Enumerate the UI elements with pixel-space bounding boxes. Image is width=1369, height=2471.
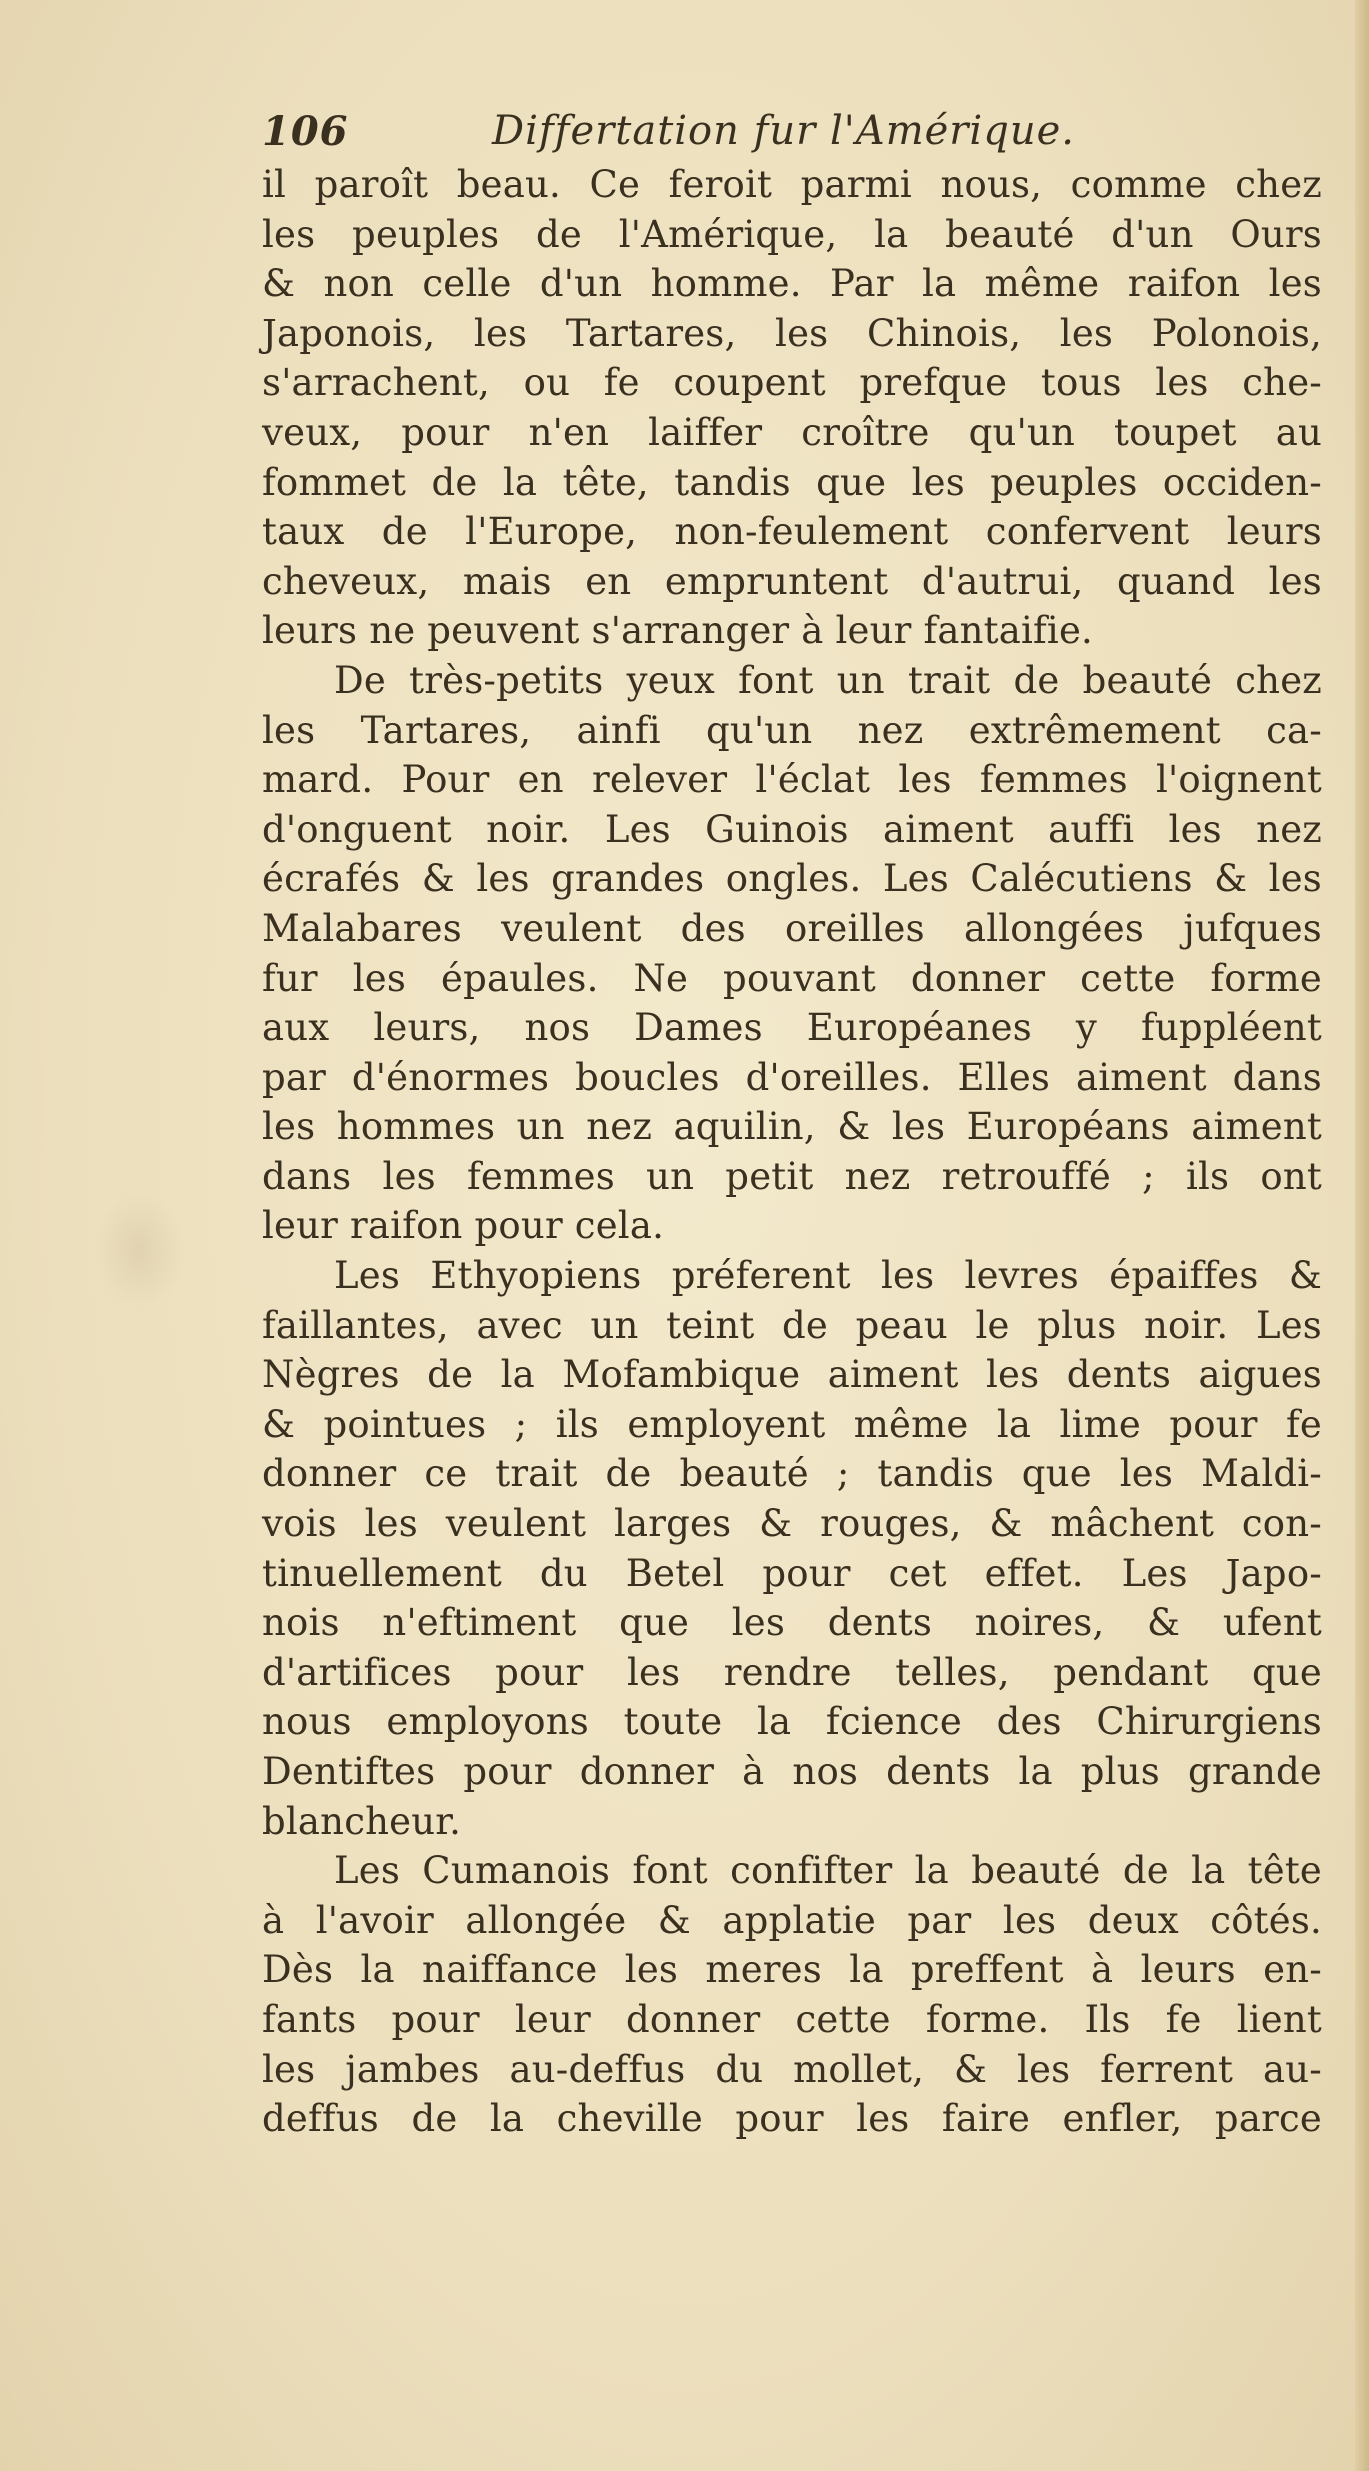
text-line: les peuples de l'Amérique, la beauté d'un Ours xyxy=(262,212,1322,256)
text-line: aux leurs, nos Dames Européanes y fuppléent xyxy=(262,1006,1322,1050)
text-line: Dès la naiffance les meres la preffent à leurs en- xyxy=(262,1948,1322,1992)
page-edge xyxy=(1355,0,1369,2471)
text-line: Dentiftes pour donner à nos dents la plus grande xyxy=(262,1750,1322,1793)
page-number: 106 xyxy=(262,108,349,155)
text-line: s'arrachent, ou fe coupent prefque tous les che- xyxy=(262,361,1322,405)
text-line: faillantes, avec un teint de peau le plus noir. Les xyxy=(262,1303,1322,1347)
text-line: par d'énormes boucles d'oreilles. Elles aiment dans xyxy=(262,1055,1322,1099)
text-line: tinuellement du Betel pour cet effet. Les Japo- xyxy=(262,1551,1322,1595)
text-line: taux de l'Europe, non-feulement confervent leurs xyxy=(262,510,1322,554)
text-line: Japonois, les Tartares, les Chinois, les Polonois, xyxy=(262,311,1322,355)
text-line: nous employons toute la fcience des Chirurgiens xyxy=(262,1700,1322,1744)
text-line: donner ce trait de beauté ; tandis que les Maldi- xyxy=(262,1452,1322,1496)
text-line: leurs ne peuvent s'arranger à leur fantaifie. xyxy=(262,609,1094,653)
text-line: les hommes un nez aquilin, & les Européans aiment xyxy=(262,1105,1322,1149)
text-line: à l'avoir allongée & applatie par les deux côtés. xyxy=(262,1898,1322,1942)
text-line: il paroît beau. Ce feroit parmi nous, comme chez xyxy=(262,163,1322,206)
text-line: Les Ethyopiens préferent les levres épaiffes & xyxy=(334,1254,1322,1298)
text-line: fants pour leur donner cette forme. Ils fe lient xyxy=(262,1997,1322,2041)
text-line: & non celle d'un homme. Par la même raifon les xyxy=(262,262,1322,306)
text-line: blancheur. xyxy=(262,1799,462,1843)
text-line: fur les épaules. Ne pouvant donner cette forme xyxy=(262,956,1322,1000)
text-line: d'artifices pour les rendre telles, pendant que xyxy=(262,1650,1322,1694)
text-line: De très-petits yeux font un trait de beauté chez xyxy=(334,658,1322,702)
text-line: Les Cumanois font confifter la beauté de la tête xyxy=(334,1849,1322,1893)
text-line: veux, pour n'en laiffer croître qu'un toupet au xyxy=(262,410,1322,454)
text-line: d'onguent noir. Les Guinois aiment auffi les nez xyxy=(262,807,1322,851)
text-line: les jambes au-deffus du mollet, & les ferrent au- xyxy=(262,2047,1322,2091)
text-line: fommet de la tête, tandis que les peuples occiden- xyxy=(262,460,1322,504)
text-line: & pointues ; ils employent même la lime pour fe xyxy=(262,1402,1322,1446)
running-title: Differtation fur l'Amérique. xyxy=(492,108,1075,154)
text-line: cheveux, mais en empruntent d'autrui, quand les xyxy=(262,559,1322,603)
text-line: nois n'eftiment que les dents noires, & ufent xyxy=(262,1601,1322,1645)
text-line: Malabares veulent des oreilles allongées jufques xyxy=(262,906,1322,950)
body-text xyxy=(262,160,1322,2144)
text-line: deffus de la cheville pour les faire enfler, parce xyxy=(262,2097,1322,2141)
text-line: vois les veulent larges & rouges, & mâchent con- xyxy=(262,1502,1322,1546)
text-line: dans les femmes un petit nez retrouffé ; ils ont xyxy=(262,1154,1322,1198)
text-line: Nègres de la Mofambique aiment les dents aigues xyxy=(262,1353,1322,1397)
text-line: leur raifon pour cela. xyxy=(262,1204,665,1248)
text-line: mard. Pour en relever l'éclat les femmes l'oignent xyxy=(262,758,1322,802)
paper-stain xyxy=(95,1190,185,1310)
text-line: écrafés & les grandes ongles. Les Calécutiens & les xyxy=(262,857,1322,901)
text-line: les Tartares, ainfi qu'un nez extrêmement ca- xyxy=(262,708,1322,752)
